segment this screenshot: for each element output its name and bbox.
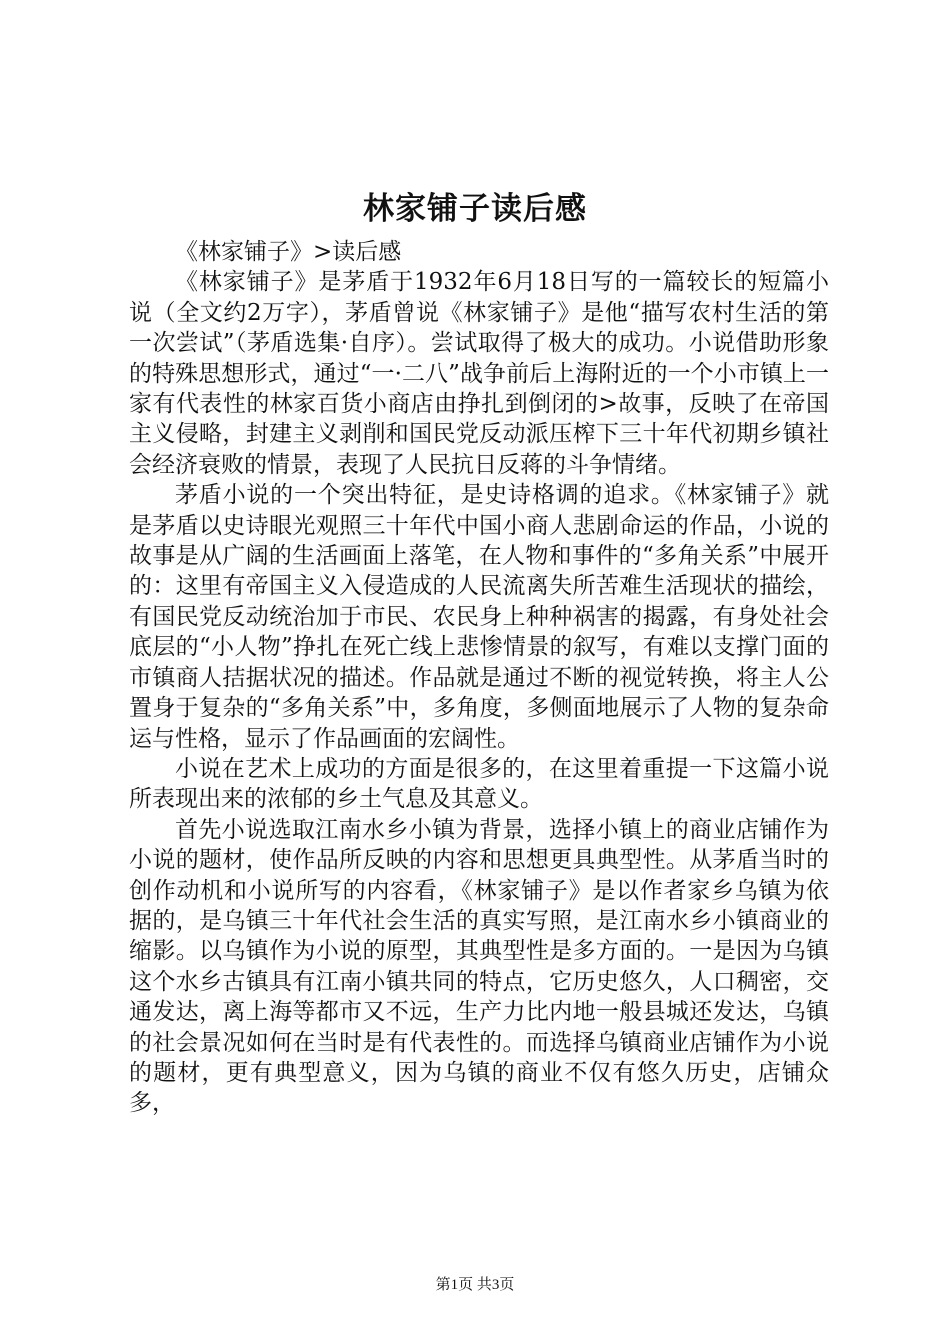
- document-title: 林家铺子读后感: [363, 191, 587, 227]
- paragraph: 首先小说选取江南水乡小镇为背景，选择小镇上的商业店铺作为小说的题材，使作品所反映的内容和思想更具典型性。从茅盾当时的创作动机和小说所写的内容看，《林家铺子》是以作者家乡乌镇为依据的，是乌镇三十年代社会生活的真实写照，是江南水乡小镇商业的缩影。以乌镇作为小说的原型，其典型性是多方面的。一是因为乌镇这个水乡古镇具有江南小镇共同的特点，它历史悠久，人口稠密，交通发达，离上海等都市又不远，生产力比内地一般县城还发达，乌镇的社会景况如何在当时是有代表性的。而选择乌镇商业店铺作为小说的题材，更有典型意义，因为乌镇的商业不仅有悠久历史，店铺众多，: [129, 816, 829, 1117]
- page-footer: 第1页 共3页: [435, 1277, 515, 1293]
- paragraph-subtitle: 《林家铺子》>读后感: [175, 239, 402, 265]
- paragraph: 小说在艺术上成功的方面是很多的，在这里着重提一下这篇小说所表现出来的浓郁的乡土气息及其意义。: [129, 755, 829, 813]
- paragraph: 茅盾小说的一个突出特征，是史诗格调的追求。《林家铺子》就是茅盾以史诗眼光观照三十年代中国小商人悲剧命运的作品，小说的故事是从广阔的生活画面上落笔，在人物和事件的“多角关系”中展开的：这里有帝国主义入侵造成的人民流离失所苦难生活现状的描绘，有国民党反动统治加于市民、农民身上种种祸害的揭露，有身处社会底层的“小人物”挣扎在死亡线上悲惨情景的叙写，有难以支撑门面的市镇商人拮据状况的描述。作品就是通过不断的视觉转换，将主人公置身于复杂的“多角关系”中，多角度，多侧面地展示了人物的复杂命运与性格，显示了作品画面的宏阔性。: [129, 482, 829, 752]
- document-body: [129, 237, 829, 1119]
- paragraph: 《林家铺子》是茅盾于1932年6月18日写的一篇较长的短篇小说（全文约2万字），茅盾曾说《林家铺子》是他“描写农村生活的第一次尝试”（茅盾选集·自序）。尝试取得了极大的成功。小说借助形象的特殊思想形式，通过“一·二八”战争前后上海附近的一个小市镇上一家有代表性的林家百货小商店由挣扎到倒闭的>故事，反映了在帝国主义侵略，封建主义剥削和国民党反动派压榨下三十年代初期乡镇社会经济衰败的情景，表现了人民抗日反蒋的斗争情绪。: [129, 269, 829, 478]
